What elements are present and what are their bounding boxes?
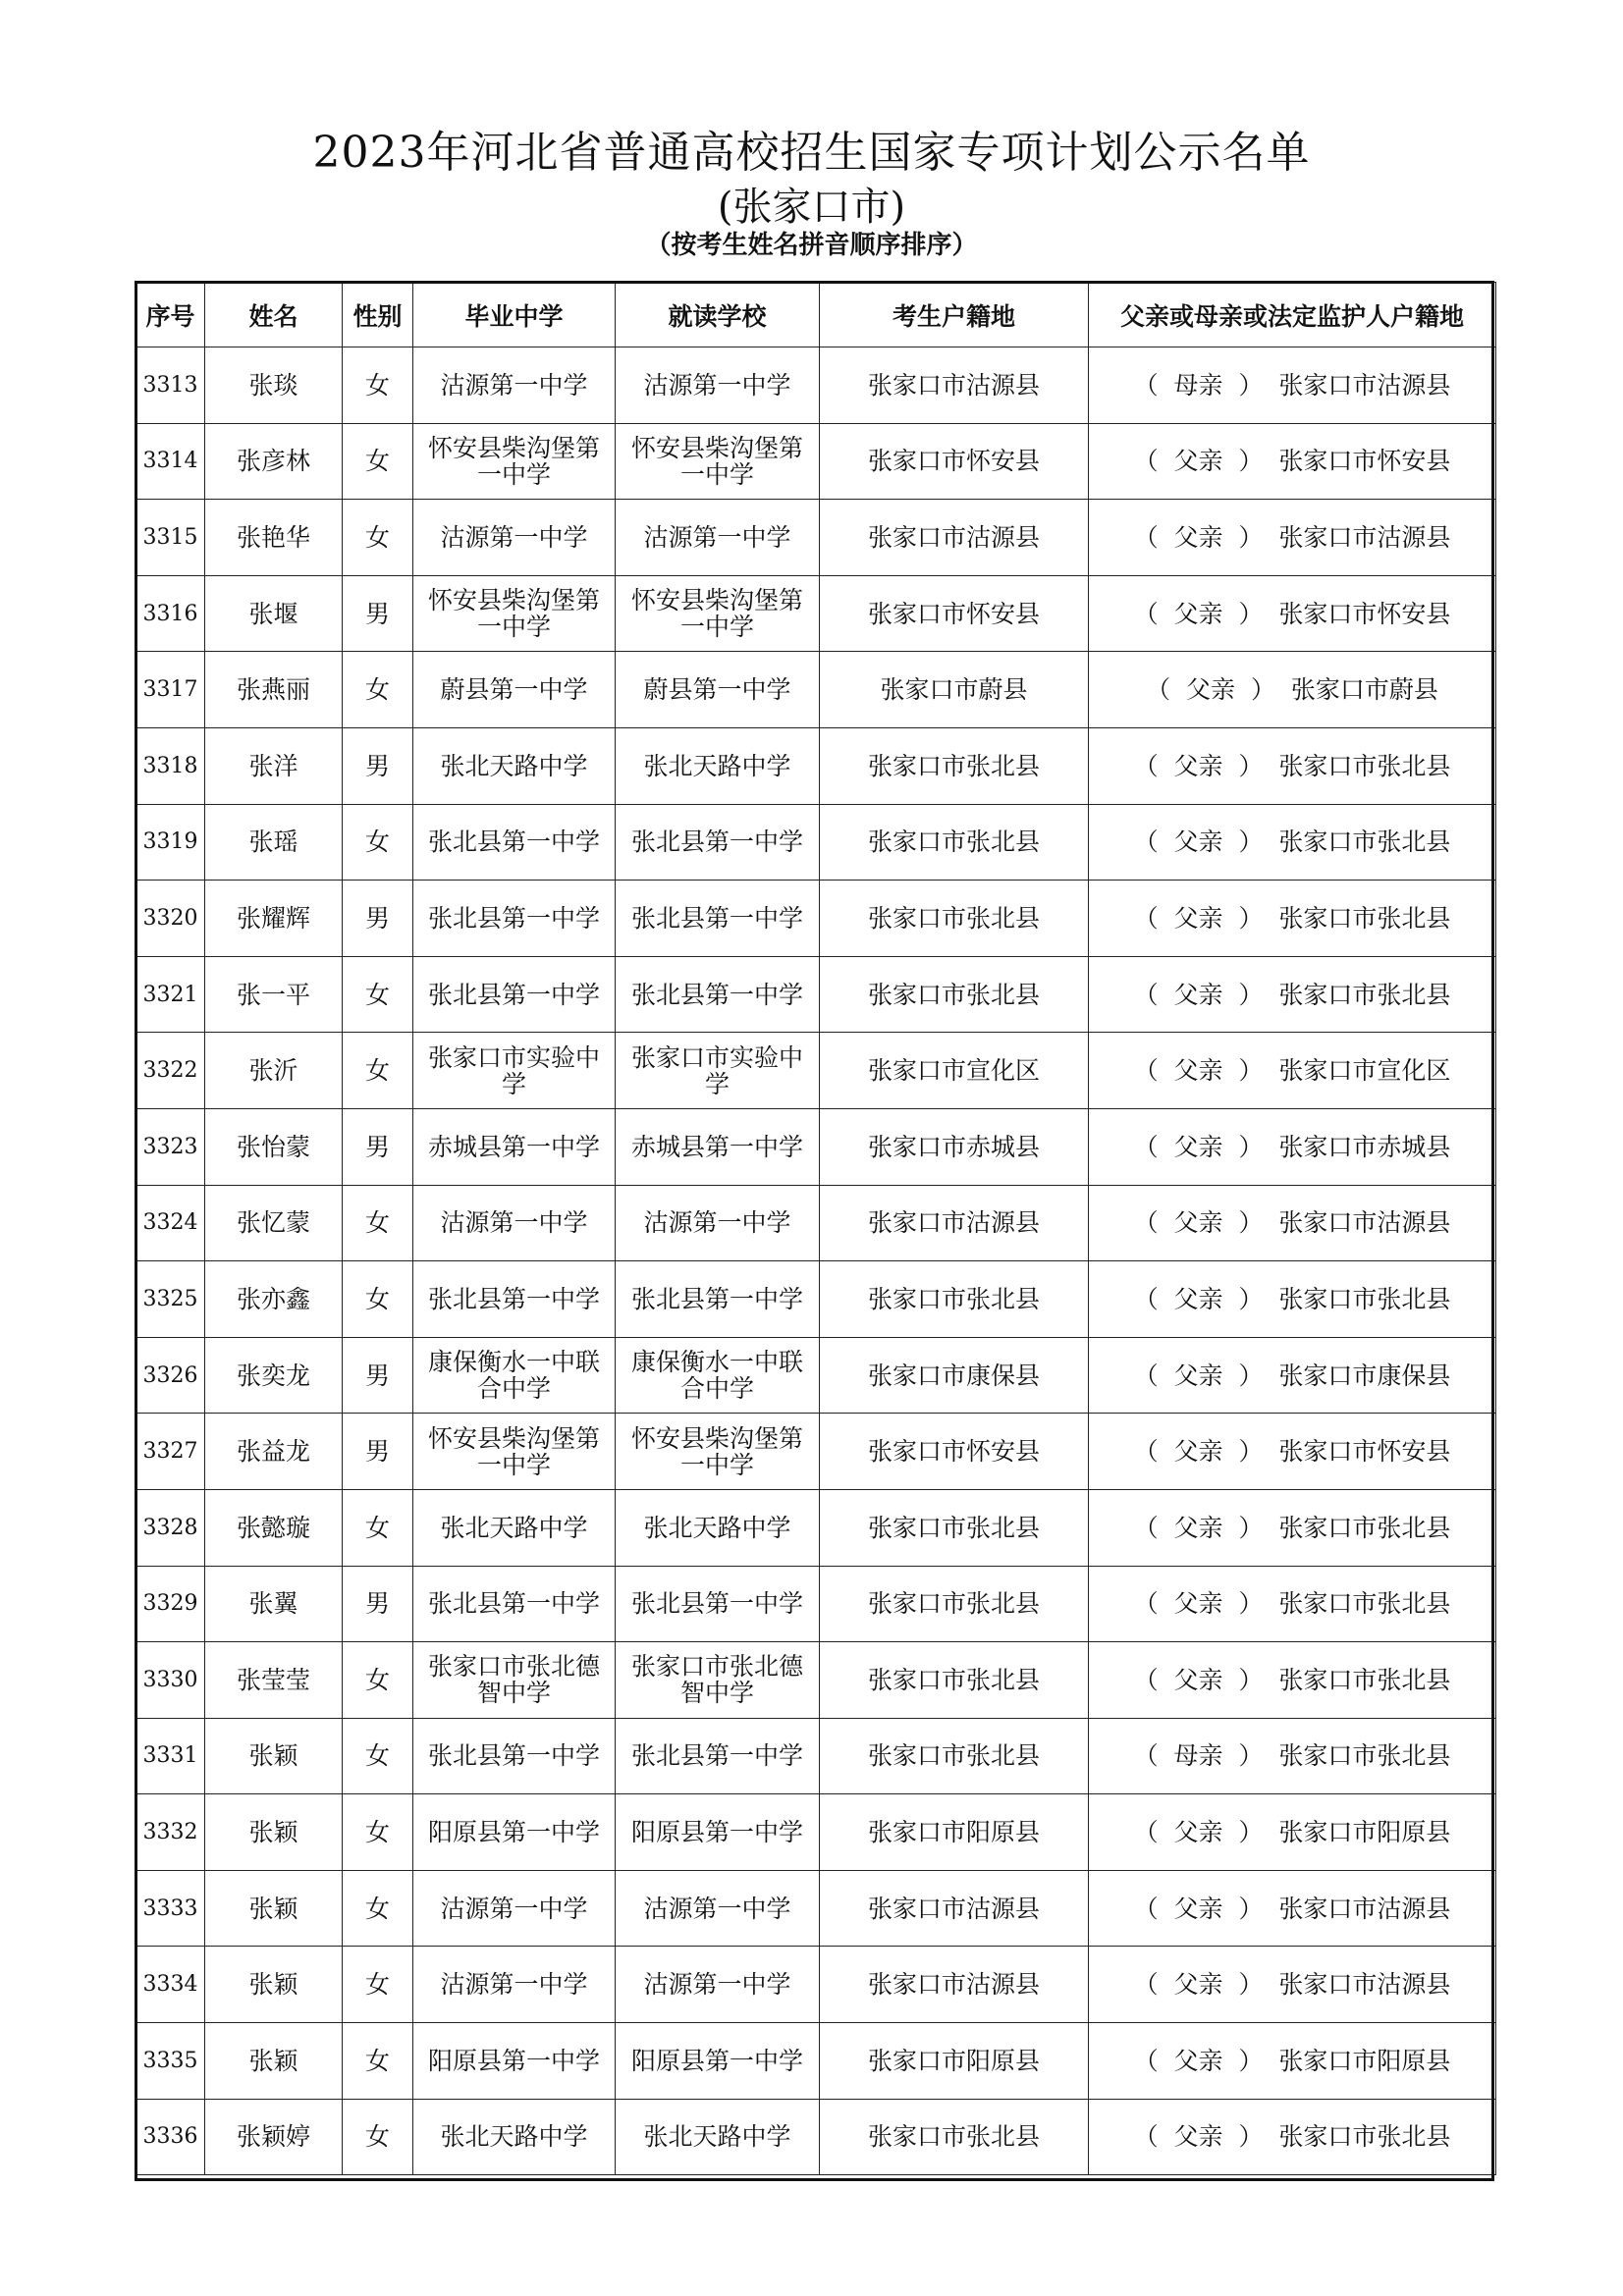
cell-guardian-hukou: （ 父亲 ） 张家口市怀安县 — [1089, 1414, 1496, 1490]
cell-name: 张琰 — [205, 347, 343, 424]
cell-name: 张亦鑫 — [205, 1261, 343, 1338]
table-row — [136, 1337, 1496, 1414]
cell-current-school: 张北县第一中学 — [616, 804, 820, 881]
cell-student-hukou: 张家口市张北县 — [820, 956, 1089, 1033]
cell-seq: 3320 — [136, 881, 205, 957]
cell-gender: 男 — [343, 1414, 413, 1490]
cell-graduate-school: 张北天路中学 — [413, 1489, 616, 1566]
cell-graduate-school: 怀安县柴沟堡第一中学 — [413, 575, 616, 652]
table-row — [136, 1033, 1496, 1109]
cell-graduate-school: 张北县第一中学 — [413, 804, 616, 881]
header-row — [136, 283, 1496, 347]
cell-gender: 女 — [343, 956, 413, 1033]
cell-current-school: 沽源第一中学 — [616, 347, 820, 424]
cell-graduate-school: 张北县第一中学 — [413, 1566, 616, 1642]
table-header — [136, 283, 1496, 347]
cell-seq: 3328 — [136, 1489, 205, 1566]
table-row — [136, 804, 1496, 881]
header-student-hukou: 考生户籍地 — [820, 283, 1089, 347]
cell-graduate-school: 张家口市实验中学 — [413, 1033, 616, 1109]
cell-guardian-hukou: （ 父亲 ） 张家口市张北县 — [1089, 1261, 1496, 1338]
cell-student-hukou: 张家口市张北县 — [820, 1642, 1089, 1719]
cell-graduate-school: 沽源第一中学 — [413, 347, 616, 424]
document-title: 2023年河北省普通高校招生国家专项计划公示名单 — [312, 128, 1311, 178]
cell-student-hukou: 张家口市张北县 — [820, 1718, 1089, 1794]
cell-graduate-school: 阳原县第一中学 — [413, 1794, 616, 1871]
header-name: 姓名 — [205, 283, 343, 347]
cell-current-school: 张北县第一中学 — [616, 1718, 820, 1794]
cell-name: 张颖 — [205, 1718, 343, 1794]
cell-name: 张艳华 — [205, 500, 343, 576]
header-current-school: 就读学校 — [616, 283, 820, 347]
cell-seq: 3319 — [136, 804, 205, 881]
table-row — [136, 500, 1496, 576]
table-row — [136, 2023, 1496, 2100]
cell-current-school: 张北天路中学 — [616, 2099, 820, 2175]
table-row — [136, 1261, 1496, 1338]
cell-seq: 3324 — [136, 1185, 205, 1261]
cell-gender: 女 — [343, 1718, 413, 1794]
table-row — [136, 727, 1496, 804]
cell-seq: 3326 — [136, 1337, 205, 1414]
cell-student-hukou: 张家口市阳原县 — [820, 1794, 1089, 1871]
header-graduate-school: 毕业中学 — [413, 283, 616, 347]
cell-gender: 女 — [343, 804, 413, 881]
cell-guardian-hukou: （ 父亲 ） 张家口市张北县 — [1089, 881, 1496, 957]
cell-name: 张懿璇 — [205, 1489, 343, 1566]
cell-graduate-school: 沽源第一中学 — [413, 500, 616, 576]
cell-name: 张益龙 — [205, 1414, 343, 1490]
cell-name: 张堰 — [205, 575, 343, 652]
table-row — [136, 1947, 1496, 2023]
cell-student-hukou: 张家口市沽源县 — [820, 1870, 1089, 1947]
cell-graduate-school: 张北县第一中学 — [413, 1718, 616, 1794]
cell-graduate-school: 张北县第一中学 — [413, 881, 616, 957]
header-guardian-hukou: 父亲或母亲或法定监护人户籍地 — [1089, 283, 1496, 347]
cell-name: 张耀辉 — [205, 881, 343, 957]
cell-name: 张颖 — [205, 1870, 343, 1947]
cell-guardian-hukou: （ 父亲 ） 张家口市沽源县 — [1089, 1947, 1496, 2023]
cell-seq: 3316 — [136, 575, 205, 652]
cell-gender: 女 — [343, 1870, 413, 1947]
roster-table — [135, 282, 1496, 2175]
table-row — [136, 1870, 1496, 1947]
cell-gender: 女 — [343, 1794, 413, 1871]
table-row — [136, 1108, 1496, 1185]
cell-gender: 女 — [343, 347, 413, 424]
cell-gender: 男 — [343, 1337, 413, 1414]
table-row — [136, 956, 1496, 1033]
cell-seq: 3322 — [136, 1033, 205, 1109]
cell-guardian-hukou: （ 父亲 ） 张家口市怀安县 — [1089, 423, 1496, 500]
cell-seq: 3318 — [136, 727, 205, 804]
cell-guardian-hukou: （ 父亲 ） 张家口市阳原县 — [1089, 1794, 1496, 1871]
cell-seq: 3333 — [136, 1870, 205, 1947]
cell-graduate-school: 沽源第一中学 — [413, 1185, 616, 1261]
cell-name: 张颖 — [205, 1794, 343, 1871]
table-row — [136, 881, 1496, 957]
cell-guardian-hukou: （ 父亲 ） 张家口市沽源县 — [1089, 1870, 1496, 1947]
cell-name: 张瑶 — [205, 804, 343, 881]
table-row — [136, 347, 1496, 424]
cell-gender: 女 — [343, 1947, 413, 2023]
cell-name: 张颖婷 — [205, 2099, 343, 2175]
cell-name: 张洋 — [205, 727, 343, 804]
cell-student-hukou: 张家口市沽源县 — [820, 1185, 1089, 1261]
cell-seq: 3330 — [136, 1642, 205, 1719]
cell-seq: 3315 — [136, 500, 205, 576]
cell-student-hukou: 张家口市赤城县 — [820, 1108, 1089, 1185]
cell-name: 张颖 — [205, 2023, 343, 2100]
cell-gender: 男 — [343, 575, 413, 652]
cell-graduate-school: 张北县第一中学 — [413, 1261, 616, 1338]
table-row — [136, 1414, 1496, 1490]
cell-guardian-hukou: （ 父亲 ） 张家口市张北县 — [1089, 956, 1496, 1033]
cell-graduate-school: 怀安县柴沟堡第一中学 — [413, 1414, 616, 1490]
cell-student-hukou: 张家口市张北县 — [820, 1566, 1089, 1642]
cell-guardian-hukou: （ 父亲 ） 张家口市张北县 — [1089, 727, 1496, 804]
header-seq: 序号 — [136, 283, 205, 347]
cell-student-hukou: 张家口市康保县 — [820, 1337, 1089, 1414]
cell-graduate-school: 张北县第一中学 — [413, 956, 616, 1033]
cell-gender: 男 — [343, 1566, 413, 1642]
cell-gender: 女 — [343, 423, 413, 500]
cell-seq: 3325 — [136, 1261, 205, 1338]
cell-guardian-hukou: （ 父亲 ） 张家口市赤城县 — [1089, 1108, 1496, 1185]
cell-name: 张忆蒙 — [205, 1185, 343, 1261]
cell-current-school: 阳原县第一中学 — [616, 2023, 820, 2100]
cell-current-school: 怀安县柴沟堡第一中学 — [616, 423, 820, 500]
cell-name: 张一平 — [205, 956, 343, 1033]
cell-guardian-hukou: （ 父亲 ） 张家口市怀安县 — [1089, 575, 1496, 652]
cell-current-school: 沽源第一中学 — [616, 1185, 820, 1261]
cell-seq: 3329 — [136, 1566, 205, 1642]
cell-current-school: 张家口市实验中学 — [616, 1033, 820, 1109]
cell-graduate-school: 沽源第一中学 — [413, 1947, 616, 2023]
cell-graduate-school: 赤城县第一中学 — [413, 1108, 616, 1185]
cell-graduate-school: 阳原县第一中学 — [413, 2023, 616, 2100]
cell-guardian-hukou: （ 父亲 ） 张家口市张北县 — [1089, 1642, 1496, 1719]
table-row — [136, 1718, 1496, 1794]
cell-gender: 女 — [343, 2099, 413, 2175]
cell-current-school: 张北县第一中学 — [616, 956, 820, 1033]
cell-name: 张怡蒙 — [205, 1108, 343, 1185]
cell-current-school: 蔚县第一中学 — [616, 652, 820, 728]
cell-guardian-hukou: （ 母亲 ） 张家口市沽源县 — [1089, 347, 1496, 424]
cell-seq: 3334 — [136, 1947, 205, 2023]
cell-seq: 3332 — [136, 1794, 205, 1871]
cell-student-hukou: 张家口市张北县 — [820, 727, 1089, 804]
cell-current-school: 赤城县第一中学 — [616, 1108, 820, 1185]
cell-guardian-hukou: （ 父亲 ） 张家口市阳原县 — [1089, 2023, 1496, 2100]
cell-name: 张彦林 — [205, 423, 343, 500]
cell-student-hukou: 张家口市张北县 — [820, 1489, 1089, 1566]
cell-gender: 女 — [343, 2023, 413, 2100]
cell-gender: 女 — [343, 1642, 413, 1719]
table-row — [136, 1642, 1496, 1719]
cell-gender: 男 — [343, 1108, 413, 1185]
cell-student-hukou: 张家口市沽源县 — [820, 500, 1089, 576]
cell-seq: 3335 — [136, 2023, 205, 2100]
cell-seq: 3327 — [136, 1414, 205, 1490]
cell-graduate-school: 康保衡水一中联合中学 — [413, 1337, 616, 1414]
cell-current-school: 怀安县柴沟堡第一中学 — [616, 575, 820, 652]
cell-name: 张莹莹 — [205, 1642, 343, 1719]
cell-graduate-school: 沽源第一中学 — [413, 1870, 616, 1947]
cell-seq: 3323 — [136, 1108, 205, 1185]
cell-graduate-school: 蔚县第一中学 — [413, 652, 616, 728]
cell-gender: 女 — [343, 1489, 413, 1566]
cell-student-hukou: 张家口市蔚县 — [820, 652, 1089, 728]
table-row — [136, 1794, 1496, 1871]
cell-guardian-hukou: （ 父亲 ） 张家口市沽源县 — [1089, 1185, 1496, 1261]
cell-student-hukou: 张家口市阳原县 — [820, 2023, 1089, 2100]
document-subtitle: (张家口市) — [717, 185, 906, 230]
cell-current-school: 怀安县柴沟堡第一中学 — [616, 1414, 820, 1490]
cell-current-school: 阳原县第一中学 — [616, 1794, 820, 1871]
cell-gender: 女 — [343, 1185, 413, 1261]
cell-current-school: 张北天路中学 — [616, 727, 820, 804]
cell-gender: 女 — [343, 500, 413, 576]
cell-current-school: 张北县第一中学 — [616, 881, 820, 957]
cell-name: 张沂 — [205, 1033, 343, 1109]
cell-guardian-hukou: （ 父亲 ） 张家口市张北县 — [1089, 804, 1496, 881]
cell-seq: 3314 — [136, 423, 205, 500]
cell-seq: 3331 — [136, 1718, 205, 1794]
cell-gender: 女 — [343, 1261, 413, 1338]
cell-current-school: 康保衡水一中联合中学 — [616, 1337, 820, 1414]
cell-guardian-hukou: （ 父亲 ） 张家口市张北县 — [1089, 1489, 1496, 1566]
cell-student-hukou: 张家口市张北县 — [820, 804, 1089, 881]
cell-seq: 3321 — [136, 956, 205, 1033]
cell-seq: 3313 — [136, 347, 205, 424]
cell-name: 张翼 — [205, 1566, 343, 1642]
cell-graduate-school: 张北天路中学 — [413, 727, 616, 804]
cell-current-school: 张家口市张北德智中学 — [616, 1642, 820, 1719]
cell-guardian-hukou: （ 父亲 ） 张家口市张北县 — [1089, 1566, 1496, 1642]
cell-current-school: 张北县第一中学 — [616, 1261, 820, 1338]
cell-graduate-school: 张北天路中学 — [413, 2099, 616, 2175]
cell-guardian-hukou: （ 父亲 ） 张家口市宣化区 — [1089, 1033, 1496, 1109]
cell-name: 张奕龙 — [205, 1337, 343, 1414]
cell-student-hukou: 张家口市怀安县 — [820, 423, 1089, 500]
cell-seq: 3336 — [136, 2099, 205, 2175]
cell-seq: 3317 — [136, 652, 205, 728]
cell-gender: 男 — [343, 881, 413, 957]
cell-graduate-school: 怀安县柴沟堡第一中学 — [413, 423, 616, 500]
cell-current-school: 沽源第一中学 — [616, 1947, 820, 2023]
cell-gender: 女 — [343, 652, 413, 728]
cell-student-hukou: 张家口市张北县 — [820, 1261, 1089, 1338]
cell-current-school: 沽源第一中学 — [616, 500, 820, 576]
cell-student-hukou: 张家口市宣化区 — [820, 1033, 1089, 1109]
cell-student-hukou: 张家口市张北县 — [820, 881, 1089, 957]
cell-guardian-hukou: （ 父亲 ） 张家口市张北县 — [1089, 2099, 1496, 2175]
cell-current-school: 张北天路中学 — [616, 1489, 820, 1566]
table-row — [136, 1566, 1496, 1642]
cell-current-school: 沽源第一中学 — [616, 1870, 820, 1947]
cell-name: 张燕丽 — [205, 652, 343, 728]
table-row — [136, 423, 1496, 500]
header-gender: 性别 — [343, 283, 413, 347]
table-row — [136, 2099, 1496, 2175]
cell-student-hukou: 张家口市沽源县 — [820, 1947, 1089, 2023]
table-row — [136, 575, 1496, 652]
cell-guardian-hukou: （ 父亲 ） 张家口市蔚县 — [1089, 652, 1496, 728]
cell-graduate-school: 张家口市张北德智中学 — [413, 1642, 616, 1719]
table-row — [136, 1185, 1496, 1261]
table-body — [136, 347, 1496, 2175]
cell-gender: 男 — [343, 727, 413, 804]
table-row — [136, 1489, 1496, 1566]
table-row — [136, 652, 1496, 728]
cell-current-school: 张北县第一中学 — [616, 1566, 820, 1642]
sort-note: （按考生姓名拼音顺序排序） — [645, 231, 978, 260]
cell-student-hukou: 张家口市沽源县 — [820, 347, 1089, 424]
cell-student-hukou: 张家口市怀安县 — [820, 575, 1089, 652]
cell-guardian-hukou: （ 父亲 ） 张家口市沽源县 — [1089, 500, 1496, 576]
cell-gender: 女 — [343, 1033, 413, 1109]
cell-student-hukou: 张家口市张北县 — [820, 2099, 1089, 2175]
cell-name: 张颖 — [205, 1947, 343, 2023]
cell-guardian-hukou: （ 父亲 ） 张家口市康保县 — [1089, 1337, 1496, 1414]
cell-guardian-hukou: （ 母亲 ） 张家口市张北县 — [1089, 1718, 1496, 1794]
cell-student-hukou: 张家口市怀安县 — [820, 1414, 1089, 1490]
